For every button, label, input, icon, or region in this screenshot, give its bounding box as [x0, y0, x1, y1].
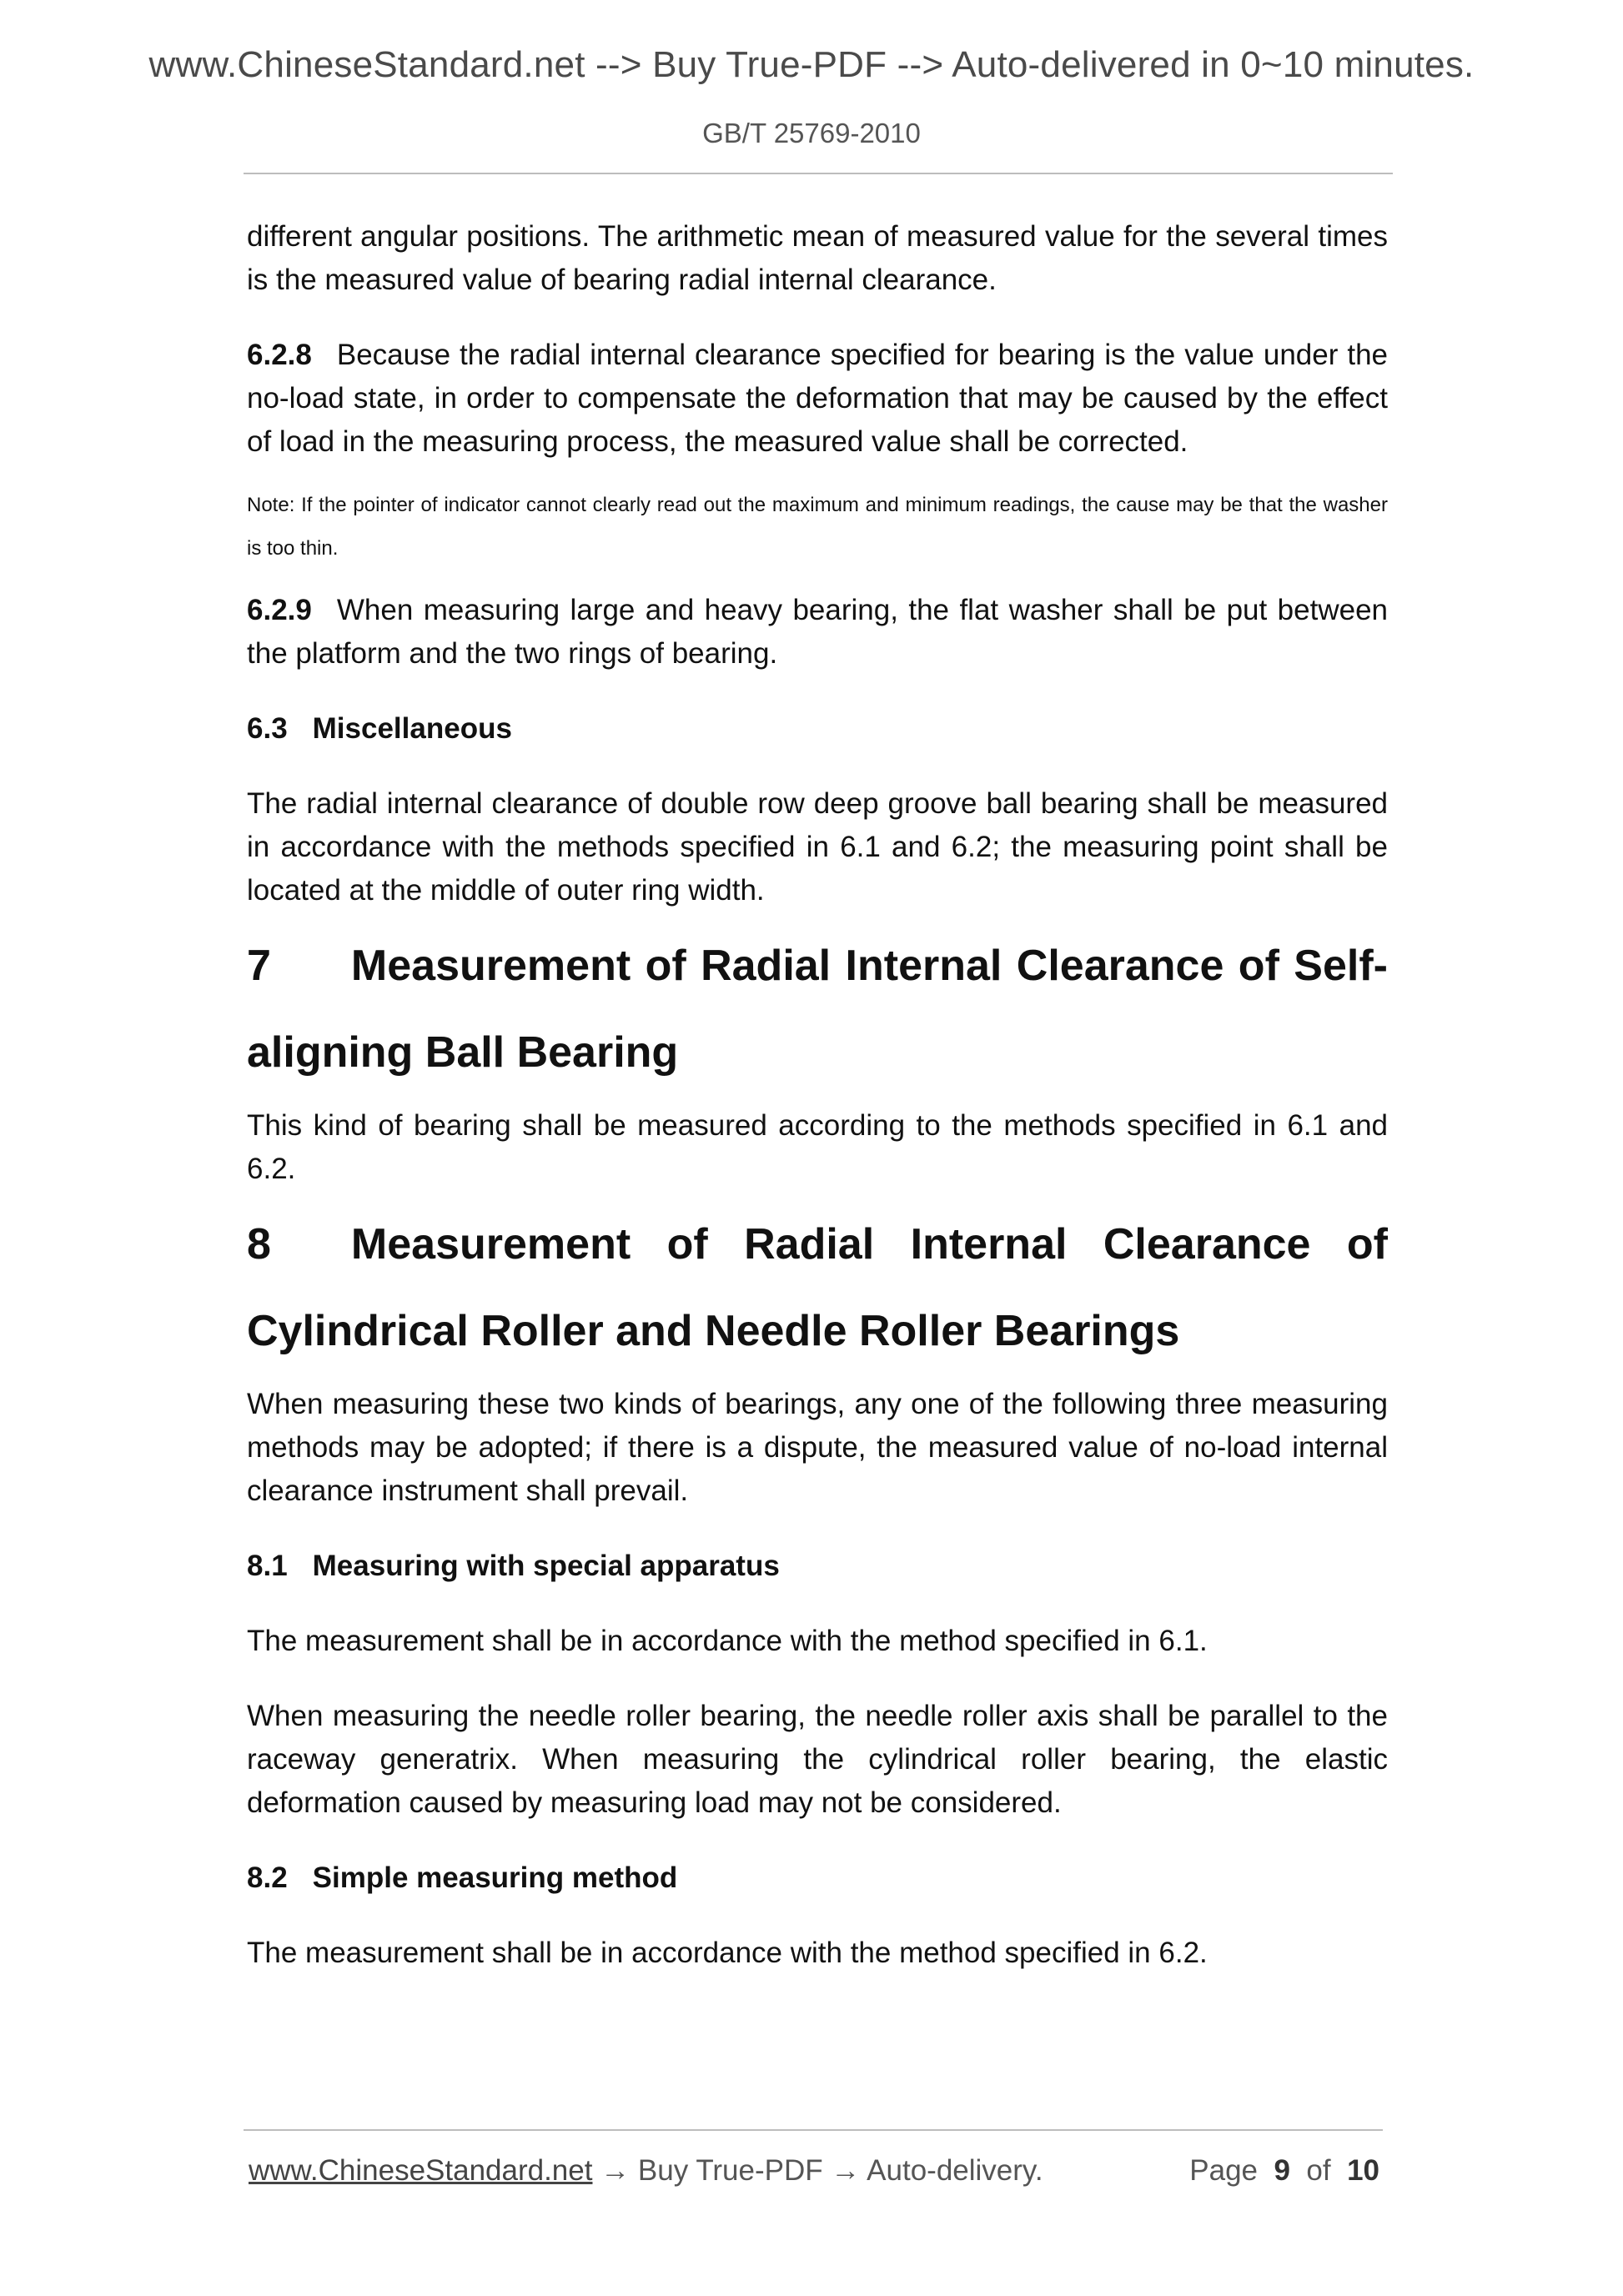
clause-text: When measuring large and heavy bearing, the flat washer shall be put between the platform and the two rings of bearing.	[247, 594, 1388, 670]
section-6-3-text: The radial internal clearance of double row deep groove ball bearing shall be measured in accordance with the methods specified in 6.1 and 6.2; the measuring point shall be located at the middle of outer ring width.	[247, 787, 1388, 907]
section-7-text: This kind of bearing shall be measured according to the methods specified in 6.1 and 6.2.	[247, 1109, 1388, 1185]
clause-number: 6.2.8	[247, 339, 312, 371]
section-8-2-text: The measurement shall be in accordance with the method specified in 6.2.	[247, 1937, 1208, 1969]
heading-7	[247, 922, 1388, 1096]
heading-title: Measuring with special apparatus	[312, 1550, 780, 1582]
page-content	[247, 215, 1388, 1975]
page-current: 9	[1274, 2154, 1290, 2187]
header-divider	[244, 173, 1393, 174]
page-word: Page	[1189, 2154, 1259, 2187]
heading-8-2	[247, 1856, 1388, 1900]
of-word: of	[1306, 2154, 1331, 2187]
continued-paragraph: different angular positions. The arithmetic mean of measured value for the several times is the measured value of bearing radial internal clearance.	[247, 220, 1388, 296]
heading-8-1	[247, 1545, 1388, 1588]
heading-title: Simple measuring method	[312, 1861, 678, 1894]
footer-divider	[244, 2129, 1383, 2131]
clause-6-2-8	[247, 334, 1388, 464]
standard-code: GB/T 25769-2010	[702, 118, 921, 148]
section-8-text: When measuring these two kinds of bearings, any one of the following three measuring methods may be adopted; if there is a dispute, the measured value of no-load internal clearance instrument shall prevail.	[247, 1388, 1388, 1507]
top-banner: www.ChineseStandard.net --> Buy True-PDF --> Auto-delivered in 0~10 minutes.	[148, 44, 1475, 85]
heading-number: 7	[247, 942, 271, 990]
heading-6-3	[247, 707, 1388, 751]
heading-title: Measurement of Radial Internal Clearance of Cylindrical Roller and Needle Roller Bearings	[247, 1220, 1388, 1355]
section-8-1-text-2: When measuring the needle roller bearing, the needle roller axis shall be parallel to the raceway generatrix. When measuring the cylindrical roller bearing, the elastic deformation caused by measuring load may not be considered.	[247, 1700, 1388, 1819]
page-indicator	[1189, 2150, 1379, 2192]
heading-number: 8	[247, 1220, 271, 1269]
heading-number: 8.2	[247, 1861, 288, 1894]
heading-number: 6.3	[247, 712, 288, 745]
heading-number: 8.1	[247, 1550, 288, 1582]
section-8-1-text-1: The measurement shall be in accordance with the method specified in 6.1.	[247, 1625, 1208, 1657]
heading-8	[247, 1201, 1388, 1374]
clause-text: Because the radial internal clearance specified for bearing is the value under the no-load state, in order to compensate the deformation that may be caused by the effect of load in the measuring process, the measured value shall be corrected.	[247, 339, 1388, 458]
page-footer	[249, 2150, 1379, 2192]
heading-title: Measurement of Radial Internal Clearance of Self-aligning Ball Bearing	[247, 942, 1388, 1077]
heading-title: Miscellaneous	[312, 712, 512, 745]
clause-6-2-9	[247, 589, 1388, 676]
note: Note: If the pointer of indicator cannot clearly read out the maximum and minimum readings, the cause may be that the washer is too thin.	[247, 494, 1388, 560]
clause-number: 6.2.9	[247, 594, 312, 626]
page-total: 10	[1347, 2154, 1379, 2187]
footer-promo: → Buy True-PDF → Auto-delivery.	[592, 2154, 1043, 2187]
site-link[interactable]: www.ChineseStandard.net	[249, 2154, 593, 2187]
